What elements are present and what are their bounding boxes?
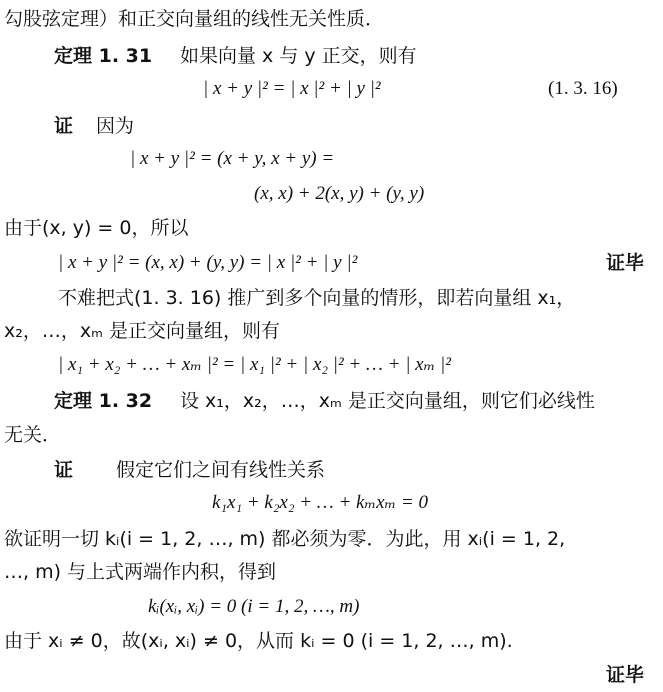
- theorem-1-32-statement: 设 x₁，x₂，…，xₘ 是正交向量组，则它们必线性: [180, 390, 595, 412]
- equation-general: | x₁ + x₂ + … + xₘ |² = | x₁ |² + | x₂ |² + … + | xₘ |²: [58, 354, 451, 375]
- theorem-1-31-statement: 如果向量 x 与 y 正交，则有: [180, 45, 417, 67]
- generalization-line-b: x₂，…，xₘ 是正交向量组，则有: [4, 320, 280, 342]
- requirement-line-b: …, m) 与上式两端作内积，得到: [4, 561, 277, 583]
- equation-inner-product: kᵢ(xᵢ, xᵢ) = 0 (i = 1, 2, …, m): [148, 596, 360, 617]
- theorem-1-31-label: 定理 1. 31: [54, 45, 153, 67]
- proof-text-2: 假定它们之间有线性关系: [116, 459, 326, 481]
- since-line: 由于(x, y) = 0，所以: [4, 217, 189, 239]
- intro-line: 勾股弦定理）和正交向量组的线性无关性质．: [4, 8, 385, 30]
- equation-1-3-16: | x + y |² = | x |² + | y |²: [203, 78, 381, 99]
- equation-tag-1-3-16: (1. 3. 16): [548, 78, 618, 99]
- theorem-1-32-label: 定理 1. 32: [54, 390, 153, 412]
- equation-result: | x + y |² = (x, x) + (y, y) = | x |² + | y |²: [58, 252, 358, 273]
- proof-text-1: 因为: [96, 115, 135, 137]
- requirement-line-a: 欲证明一切 kᵢ(i = 1, 2, …, m) 都必须为零．为此，用 xᵢ(i = 1, 2,: [4, 528, 566, 550]
- proof-label-2: 证: [54, 459, 74, 481]
- equation-expand-b: (x, x) + 2(x, y) + (y, y): [254, 183, 425, 204]
- qed-2: 证毕: [606, 664, 645, 686]
- conclusion-line: 由于 xᵢ ≠ 0，故(xᵢ, xᵢ) ≠ 0，从而 kᵢ = 0 (i = 1, 2, …, m).: [4, 630, 513, 652]
- generalization-line-a: 不难把式(1. 3. 16) 推广到多个向量的情形，即若向量组 x₁，: [58, 287, 576, 309]
- equation-expand-a: | x + y |² = (x + y, x + y) =: [130, 148, 335, 169]
- qed-1: 证毕: [606, 252, 645, 274]
- proof-label-1: 证: [54, 115, 74, 137]
- equation-linear-relation: k₁x₁ + k₂x₂ + … + kₘxₘ = 0: [212, 492, 429, 513]
- theorem-1-32-statement-cont: 无关．: [4, 424, 62, 446]
